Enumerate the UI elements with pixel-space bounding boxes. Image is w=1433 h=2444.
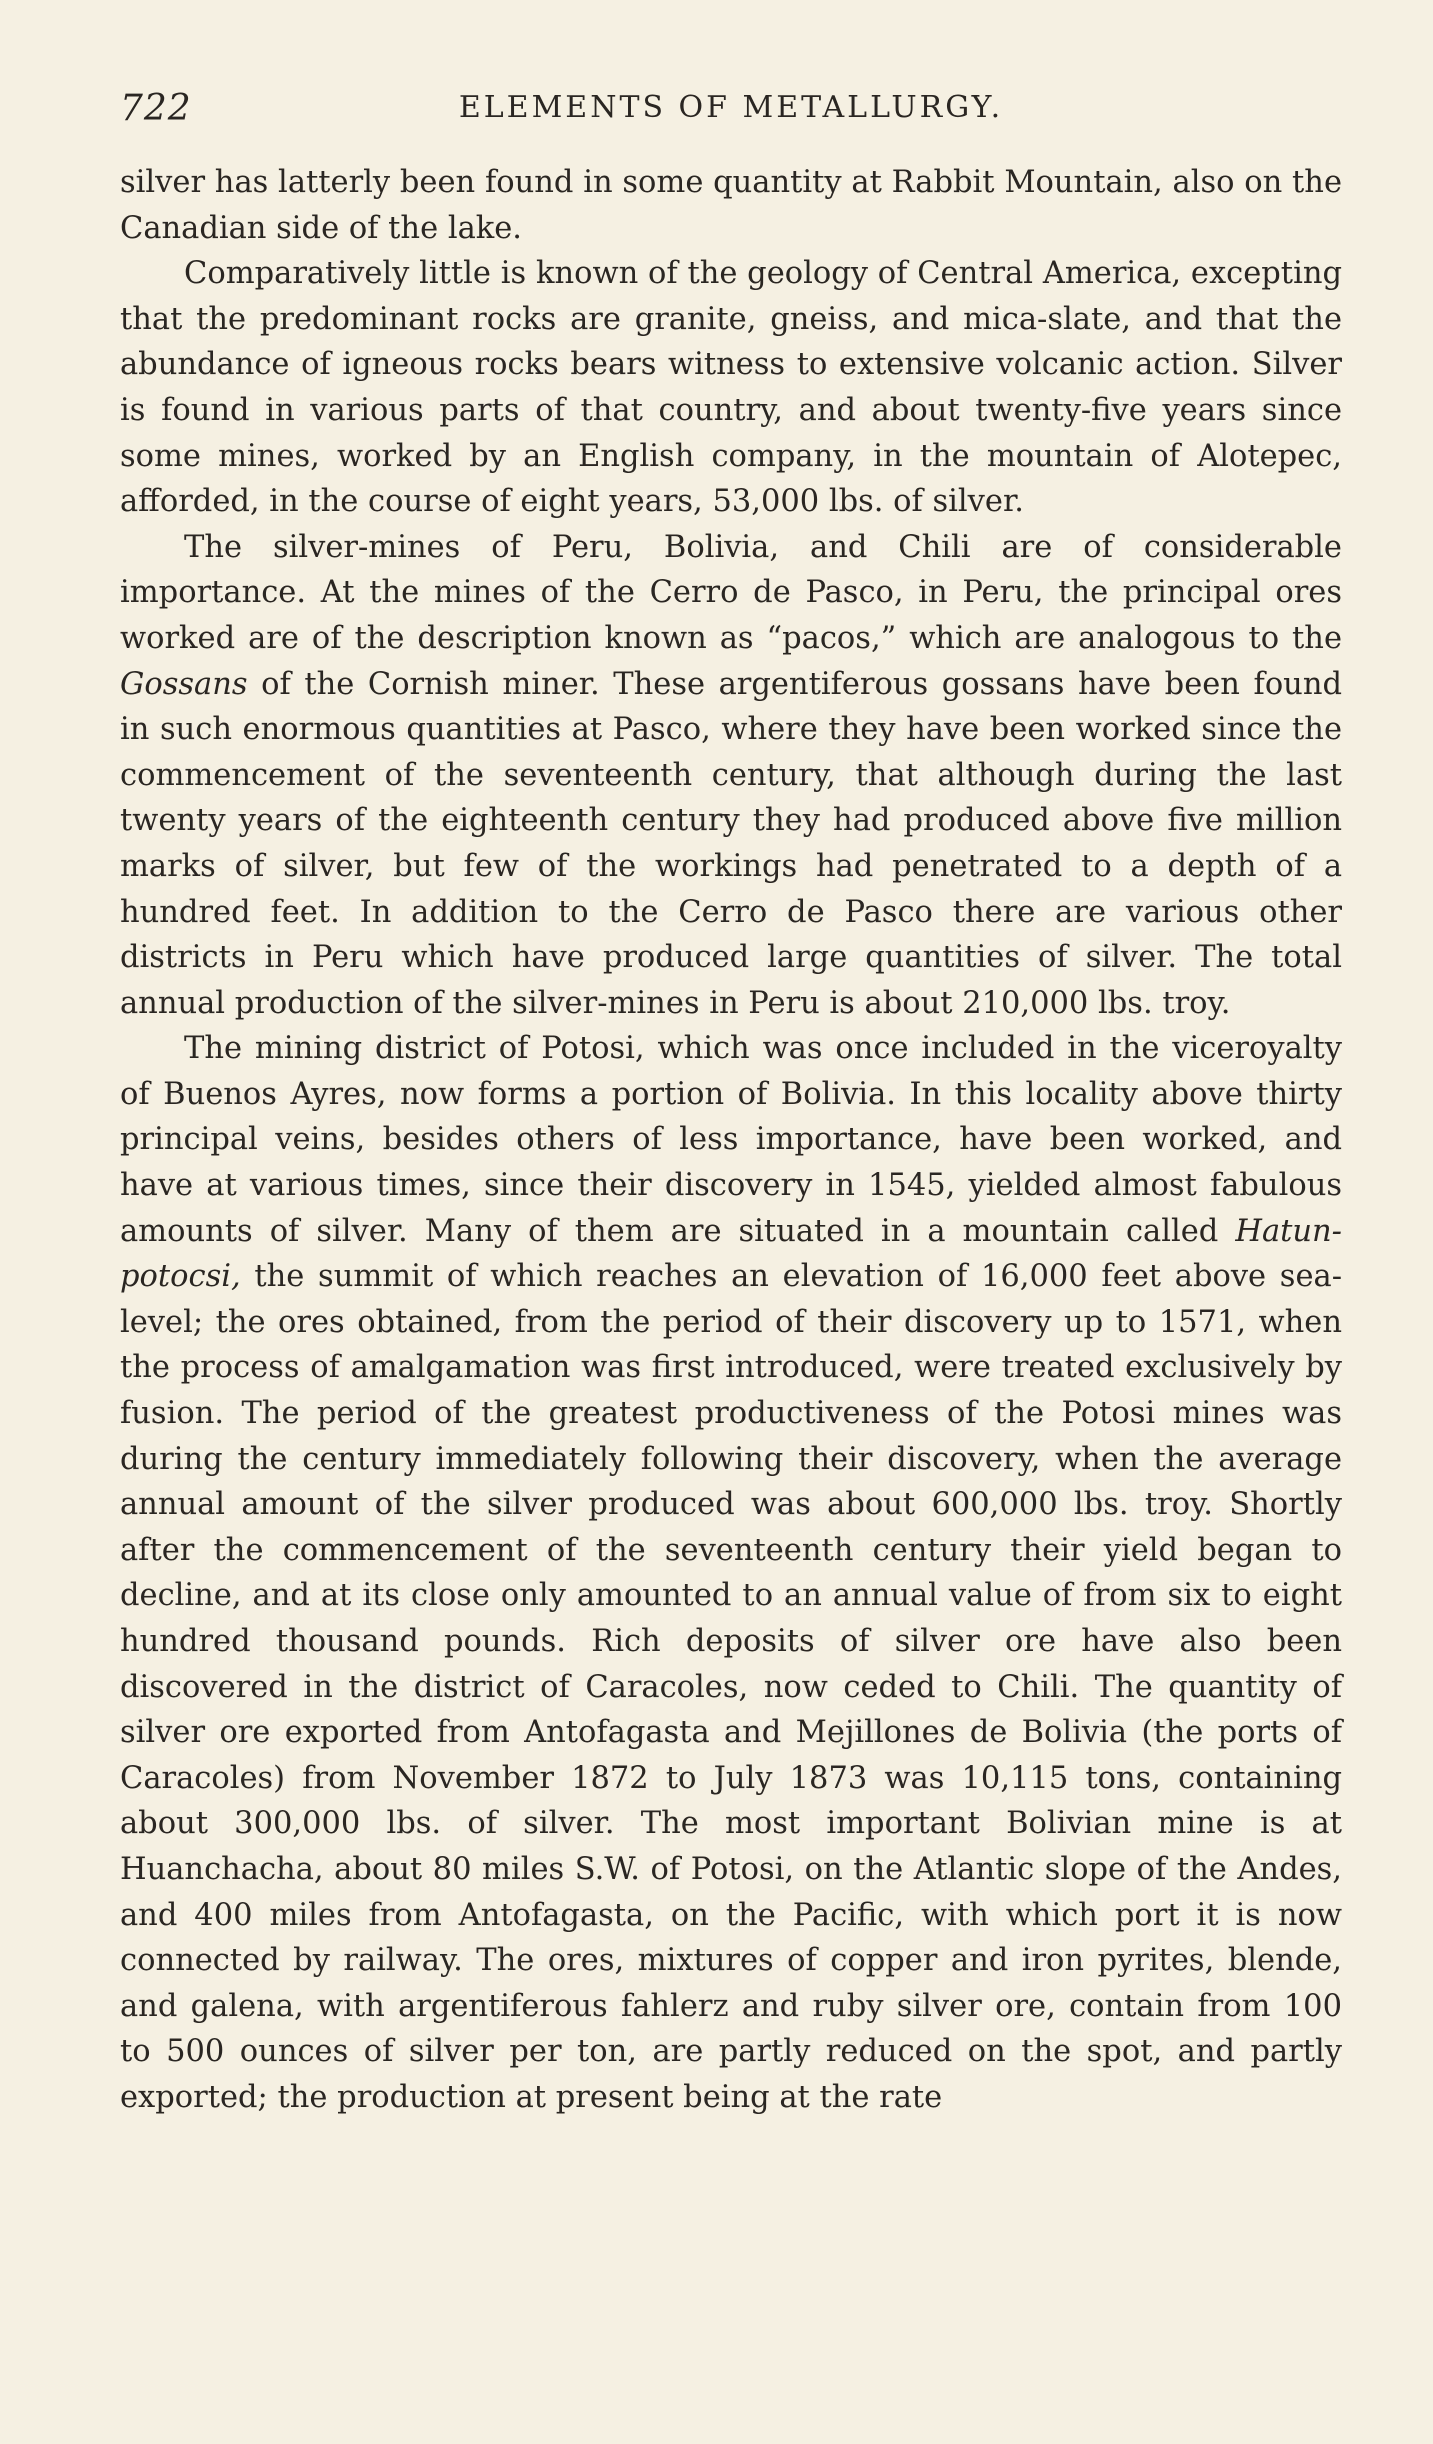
running-title: ELEMENTS OF METALLURGY.: [458, 90, 1004, 125]
paragraph-potosi: [120, 1026, 1342, 2120]
paragraph-text: The silver-mines of Peru, Bolivia, and Chili are of considerable importance. At the mines of the Cerro de Pasco, in Peru, the principal ores worked are of the description known as “pacos,” which are analogous to the: [120, 529, 1342, 656]
italic-term-hatun-potocsi: Hatun-potocsi,: [120, 1213, 1342, 1295]
body-text: [120, 160, 1342, 2121]
page-number: 722: [120, 88, 192, 129]
paragraph-text: The mining district of Potosi, which was once included in the viceroyalty of Buenos Ayres, now forms a portion of Bolivia. In this locality above thirty principal veins, besides others of less importance, have been worked, and have at various times, since their discovery in 1545, yielded almost fabulous amounts of silver. Many of them are situated in a mountain called: [120, 1031, 1342, 1249]
page-header: [120, 88, 1342, 148]
paragraph-peru-bolivia-chili: [120, 525, 1342, 1027]
paragraph-text: silver has latterly been found in some quantity at Rabbit Mountain, also on the Canadian side of the lake.: [120, 165, 1342, 246]
paragraph-continuation: [120, 160, 1342, 251]
paragraph-text: Comparatively little is known of the geology of Central America, excepting that the predominant rocks are granite, gneiss, and mica-slate, and that the abundance of igneous rocks bears witness to extensive volcanic action. Silver is found in various parts of that country, and about twenty-five years since some mines, worked by an English company, in the mountain of Alotepec, afforded, in the course of eight years, 53,000 lbs. of silver.: [120, 256, 1342, 520]
paragraph-central-america: [120, 251, 1342, 525]
paragraph-text: of the Cornish miner. These argentiferous gossans have been found in such enormous quantities at Pasco, where they have been worked since the commencement of the seventeenth century, that although during the last twenty years of the eighteenth century they had produced above five million marks of silver, but few of the workings had penetrated to a depth of a hundred feet. In addition to the Cerro de Pasco there are various other districts in Peru which have produced large quantities of silver. The total annual production of the silver-mines in Peru is about 210,000 lbs. troy.: [120, 666, 1342, 1021]
italic-term-gossans: Gossans: [120, 666, 248, 702]
paragraph-text: the summit of which reaches an elevation of 16,000 feet above sea-level; the ores obtained, from the period of their discovery up to 1571, when the process of amalgamation was first introduced, were treated exclusively by fusion. The period of the greatest productiveness of the Potosi mines was during the century immediately following their discovery, when the average annual amount of the silver produced was about 600,000 lbs. troy. Shortly after the commencement of the seventeenth century their yield began to decline, and at its close only amounted to an annual value of from six to eight hundred thousand pounds. Rich deposits of silver ore have also been discovered in the district of Caracoles, now ceded to Chili. The quantity of silver ore exported from Antofagasta and Mejillones de Bolivia (the ports of Caracoles) from November 1872 to July 1873 was 10,115 tons, containing about 300,000 lbs. of silver. The most important Bolivian mine is at Huanchacha, about 80 miles S.W. of Potosi, on the Atlantic slope of the Andes, and 400 miles from Antofagasta, on the Pacific, with which port it is now connected by railway. The ores, mixtures of copper and iron pyrites, blende, and galena, with argentiferous fahlerz and ruby silver ore, contain from 100 to 500 ounces of silver per ton, are partly reduced on the spot, and partly exported; the production at present being at the rate: [120, 1259, 1342, 2115]
book-page: [120, 88, 1342, 2121]
